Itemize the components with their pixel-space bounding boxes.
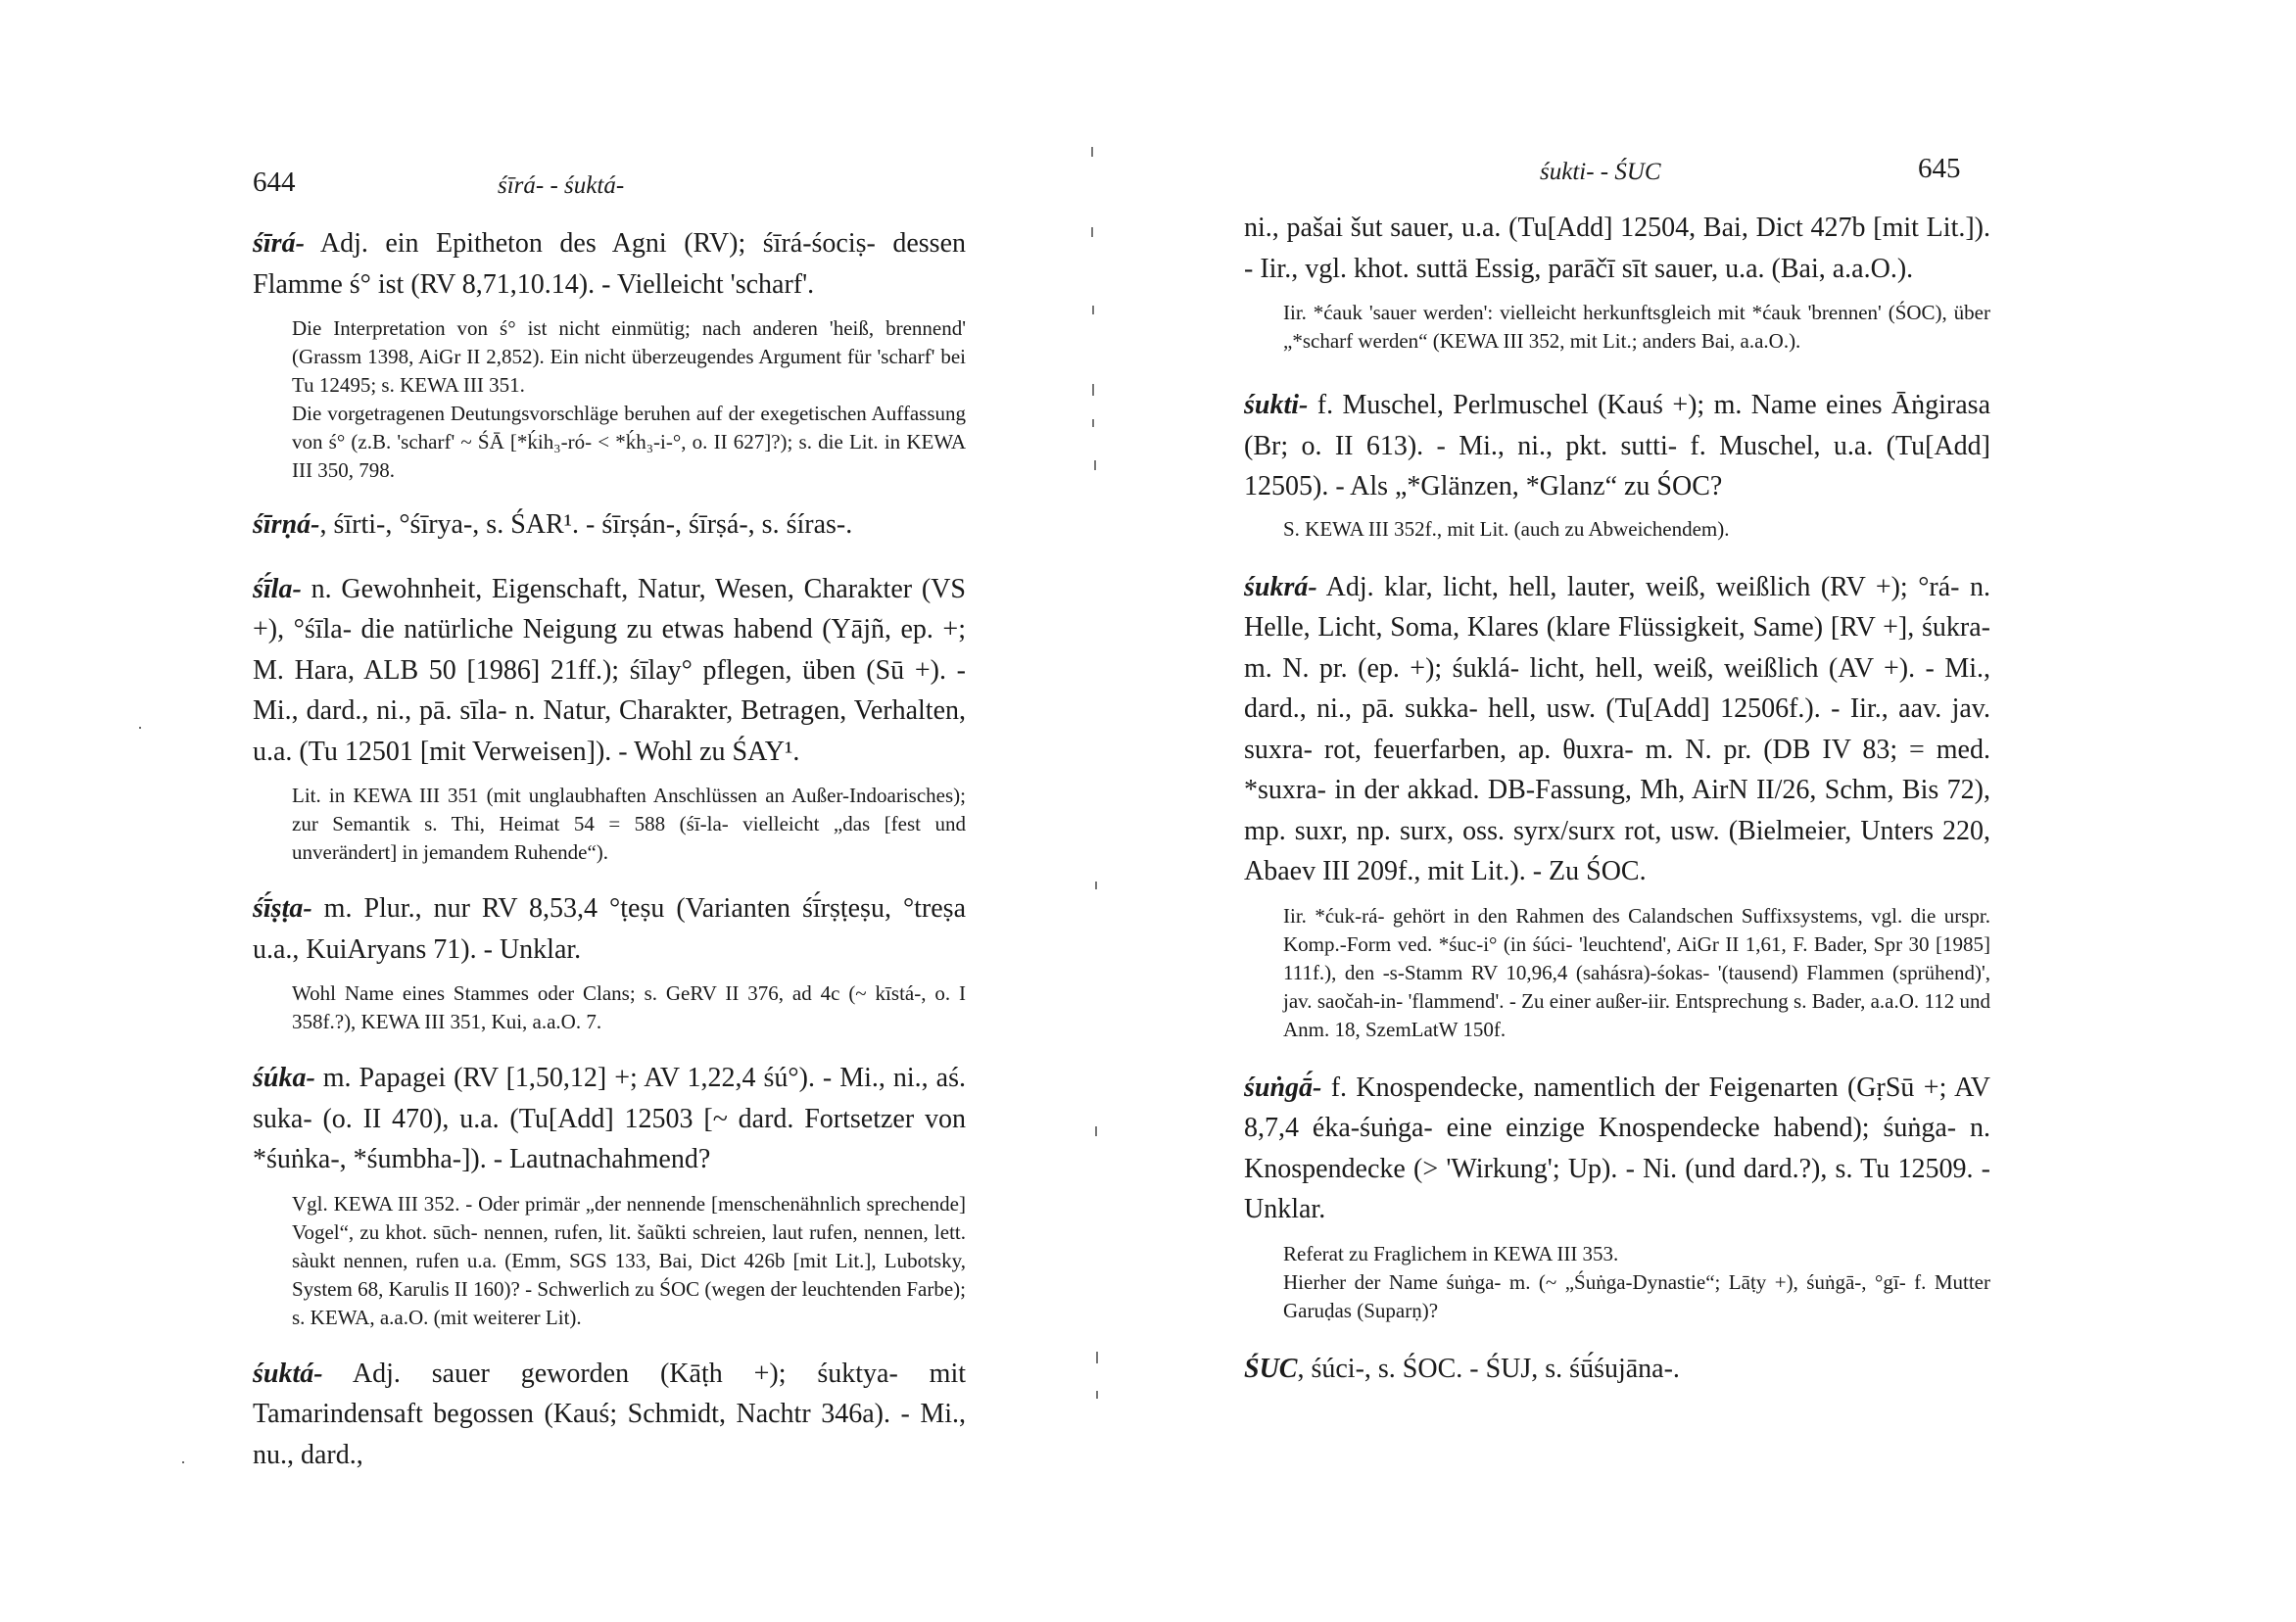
entry-text: m. Papagei (RV [1,50,12] +; AV 1,22,4 śú°). - Mi., ni., aś. suka- (o. II 470), u.a. (Tu[Add] 12503 [~ dard. Fortsetzer von *śuṅka-, *śumbha-]). - Lautnachahmend? xyxy=(253,1063,966,1174)
running-head: śīrá- - śuktá- xyxy=(498,172,625,199)
entry-note: Vgl. KEWA III 352. - Oder primär „der nennende [menschenähnlich sprechende] Vogel“, zu khot. sūch- nennen, rufen, lit. šaũkti schreien, laut rufen, nennen, lett. sàukt nennen, rufen u.a. (Emm, SGS 133, Bai, Dict 426b [mit Lit.], Lubotsky, System 68, Karulis II 160)? - Schwerlich zu ŚOC (wegen der leuchtenden Farbe); s. KEWA, a.a.O. (mit weiterer Lit). xyxy=(292,1191,966,1329)
entry-text: m. Plur., nur RV 8,53,4 °ṭeṣu (Varianten śī́rṣṭeṣu, °treṣa u.a., KuiAryans 71). - Unklar. xyxy=(253,893,966,965)
gutter-mark xyxy=(1091,227,1093,237)
entry-note: Iir. *ćuk-rá- gehört in den Rahmen des Calandschen Suffixsystems, vgl. die urspr. Komp.-Form ved. *śuc-i° (in śúci- 'leuchtend', AiGr II 1,61, F. Bader, Spr 30 [1985] 111f.), den -s-Stamm RV 10,96,4 (sahásra)-śokas- '(tausend) Flammen (sprühend)', jav. saočah-in- 'flammend'. - Zu einer außer-iir. Entsprechung s. Bader, a.a.O. 112 und Anm. 18, SzemLatW 150f. xyxy=(1283,903,1990,1041)
entry-lemma: śī́ṣṭa- xyxy=(253,893,312,924)
continuation-text: ni., pašai šut sauer, u.a. (Tu[Add] 12504, Bai, Dict 427b [mit Lit.]). - Iir., vgl. khot. suttä Essig, parāčī sīt sauer, u.a. (Bai, a.a.O.). xyxy=(1244,213,1990,284)
entry-lemma: śukti- xyxy=(1244,390,1309,420)
page-number: 645 xyxy=(1918,153,1961,184)
entry-text: Adj. sauer geworden (Kāṭh +); śuktya- mit Tamarindensaft begossen (Kauś; Schmidt, Nachtr 346a). - Mi., nu., dard., xyxy=(253,1358,966,1470)
gutter-mark xyxy=(1095,1126,1097,1136)
entry-lemma: śīrá- xyxy=(253,228,305,259)
entry-text: Adj. ein Epitheton des Agni (RV); śīrá-śociṣ- dessen Flamme ś° ist (RV 8,71,10.14). - Vielleicht 'scharf'. xyxy=(253,228,966,300)
gutter-mark xyxy=(1094,460,1096,470)
entry-note: S. KEWA III 352f., mit Lit. (auch zu Abweichendem). xyxy=(1283,516,1730,541)
left-column xyxy=(253,223,966,1475)
running-head: śukti- - ŚUC xyxy=(1540,159,1661,185)
entry-note: Die Interpretation von ś° ist nicht einmütig; nach anderen 'heiß, brennend' (Grassm 1398, AiGr II 2,852). Ein nicht überzeugendes Argument für 'scharf' bei Tu 12495; s. KEWA III 351. xyxy=(292,316,966,397)
dictionary-entry xyxy=(253,223,966,485)
gutter-mark xyxy=(1092,419,1094,427)
gutter-mark xyxy=(1091,147,1093,157)
scan-speck xyxy=(139,727,141,729)
entry-lemma: śuṅgā́- xyxy=(1244,1072,1322,1103)
gutter-mark xyxy=(1095,882,1097,889)
entry-lemma: śukrá- xyxy=(1244,571,1317,602)
entry-text: f. Muschel, Perlmuschel (Kauś +); m. Name eines Āṅgirasa (Br; o. II 613). - Mi., ni., pkt. sutti- f. Muschel, u.a. (Tu[Add] 12505). - Als „*Glänzen, *Glanz“ zu ŚOC? xyxy=(1244,390,1990,501)
entry-text: n. Gewohnheit, Eigenschaft, Natur, Wesen, Charakter (VS +), °śīla- die natürliche Neigung zu etwas habend (Yājñ, ep. +; M. Hara, ALB 50 [1986] 21ff.); śīlay° pflegen, üben (Sū +). - Mi., dard., ni., pā. sīla- n. Natur, Charakter, Betragen, Verhalten, u.a. (Tu 12501 [mit Verweisen]). - Wohl zu ŚAY¹. xyxy=(253,573,966,767)
gutter-mark xyxy=(1096,1352,1098,1363)
entry-text: , śúci-, s. ŚOC. - ŚUJ, s. śū́śujāna-. xyxy=(1297,1353,1680,1384)
continuation-note: Iir. *ćauk 'sauer werden': vielleicht herkunftsgleich mit *ćauk 'brennen' (ŚOC), über „*scharf werden“ (KEWA III 352, mit Lit.; anders Bai, a.a.O.). xyxy=(1283,301,1990,353)
dictionary-entry xyxy=(253,888,966,1036)
scan-speck xyxy=(182,1461,184,1463)
dictionary-entry xyxy=(253,504,966,546)
entry-note: Wohl Name eines Stammes oder Clans; s. GeRV II 376, ad 4c (~ kīstá-, o. I 358f.?), KEWA III 351, Kui, a.a.O. 7. xyxy=(292,981,966,1033)
entry-text: , śīrti-, °śīrya-, s. ŚAR¹. - śīrṣán-, śīrṣá-, s. śíras-. xyxy=(319,509,853,540)
right-column xyxy=(1244,208,1990,1389)
entry-lemma: śúka- xyxy=(253,1063,315,1093)
dictionary-entry xyxy=(253,1058,966,1332)
gutter-mark xyxy=(1092,384,1094,396)
entry-lemma: śuktá- xyxy=(253,1358,323,1389)
dictionary-entry xyxy=(1244,385,1990,544)
entry-lemma: śīrṇá- xyxy=(253,509,320,540)
entry-lemma: śī́la- xyxy=(253,573,302,604)
dictionary-entry xyxy=(253,1354,966,1476)
gutter-mark xyxy=(1092,306,1094,314)
entry-text: f. Knospendecke, namentlich der Feigenarten (GṛSū +; AV 8,7,4 éka-śuṅga- eine einzige Knospendecke habend); śuṅga- n. Knospendecke (> 'Wirkung'; Up). - Ni. (und dard.?), s. Tu 12509. - Unklar. xyxy=(1244,1072,1990,1224)
entry-note: Hierher der Name śuṅga- m. (~ „Śuṅga-Dynastie“; Lāṭy +), śuṅgā-, °gī- f. Mutter Garuḍas (Suparṇ)? xyxy=(1283,1269,1990,1322)
dictionary-entry xyxy=(1244,1068,1990,1325)
dictionary-entry xyxy=(253,569,966,868)
continuation-block xyxy=(1244,208,1990,356)
gutter-mark xyxy=(1096,1391,1098,1399)
dictionary-entry xyxy=(1244,567,1990,1044)
entry-note: Die vorgetragenen Deutungsvorschläge beruhen auf der exegetischen Auffassung von ś° (z.B. 'scharf' ~ ŚĀ [*ḱih₃-ró- < *ḱh₃-i-°, o. II 627]?); s. die Lit. in KEWA III 350, 798. xyxy=(292,402,966,482)
entry-lemma: ŚUC xyxy=(1244,1353,1298,1384)
page-number: 644 xyxy=(253,167,296,198)
dictionary-entry xyxy=(1244,1349,1990,1390)
entry-text: Adj. klar, licht, hell, lauter, weiß, weißlich (RV +); °rá- n. Helle, Licht, Soma, Klares (klare Flüssigkeit, Same) [RV +], śukra- m. N. pr. (ep. +); śuklá- licht, hell, weiß, weißlich (AV +). - Mi., dard., ni., pā. sukka- hell, usw. (Tu[Add] 12506f.). - Iir., aav. jav. suxra- rot, feuerfarben, ap. θuxra- m. N. pr. (DB IV 83; = med. *suxra- in der akkad. DB-Fassung, Mh, AirN II/26, Schm, Bis 72), mp. suxr, np. surx, oss. syrx/surx rot, usw. (Bielmeier, Unters 220, Abaev III 209f., mit Lit.). - Zu ŚOC. xyxy=(1244,571,1990,886)
entry-note: Referat zu Fraglichem in KEWA III 353. xyxy=(1283,1241,1619,1265)
right-page xyxy=(1148,0,2296,1622)
entry-note: Lit. in KEWA III 351 (mit unglaubhaften Anschlüssen an Außer-Indoarisches); zur Semantik s. Thi, Heimat 54 = 588 (śī-la- vielleicht „das [fest und unverändert] in jemandem Ruhende“). xyxy=(292,784,966,864)
